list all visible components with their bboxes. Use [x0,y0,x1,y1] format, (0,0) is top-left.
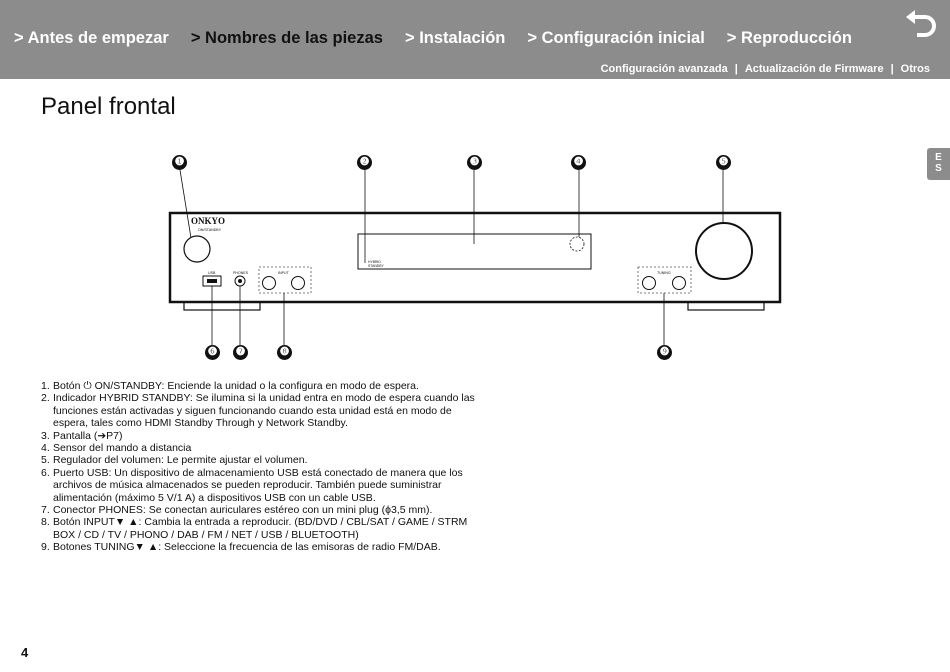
nav-nombres-de-las-piezas[interactable]: > Nombres de las piezas [190,29,383,47]
legend-item: 2. Indicador HYBRID STANDBY: Se ilumina si la unidad entra en modo de espera cuando las funciones están activadas y siguen funcionando cuando esta unidad está en modo de espera, tales como HDMI Standby Through y Network Standby. [41,392,475,430]
nav-reproduccion[interactable]: > Reproducción [726,29,852,47]
sub-nav [601,63,930,75]
input-label: INPUT [278,271,289,275]
language-tab[interactable] [927,148,950,180]
nav-instalacion[interactable]: > Instalación [404,29,506,47]
callout-5: ❺ [716,155,731,170]
subnav-separator: | [890,63,894,75]
page-title: Panel frontal [41,93,176,120]
back-arrow-icon[interactable] [903,8,939,40]
language-tab-line2: S [935,163,942,174]
callout-7: ❼ [233,345,248,360]
tuning-label: TUNING [657,271,671,275]
legend-item: 9. Botones TUNING▼ ▲: Seleccione la frecuencia de las emisoras de radio FM/DAB. [41,541,441,554]
on-standby-label: ON/STANDBY [198,228,222,232]
callout-8: ❽ [277,345,292,360]
front-panel-diagram [160,150,800,370]
front-panel-illustration [160,150,800,365]
subnav-configuracion-avanzada[interactable]: Configuración avanzada [600,63,728,75]
nav-antes-de-empezar[interactable]: > Antes de empezar [14,29,169,47]
legend-item: 5. Regulador del volumen: Le permite ajustar el volumen. [41,454,308,467]
legend-item: 7. Conector PHONES: Se conectan auriculares estéreo con un mini plug (ϕ3,5 mm). [41,504,433,517]
legend-item: 4. Sensor del mando a distancia [41,442,192,455]
page-number: 4 [21,645,29,660]
header-bar [0,0,950,79]
standby-label: STANDBY [368,264,384,268]
callout-3: ❸ [467,155,482,170]
callout-1: ❶ [172,155,187,170]
main-nav [14,29,852,48]
usb-label: USB [208,271,216,275]
callout-2: ❷ [357,155,372,170]
parts-legend [41,380,478,554]
legend-item: 3. Pantalla (➔P7) [41,429,123,442]
brand-logo: ONKYO [191,216,226,226]
subnav-actualizacion-firmware[interactable]: Actualización de Firmware [744,63,884,75]
callout-4: ❹ [571,155,586,170]
subnav-otros[interactable]: Otros [900,63,930,75]
hybrid-label: HYBRID [368,260,381,264]
nav-configuracion-inicial[interactable]: > Configuración inicial [527,29,705,47]
language-tab-line1: E [935,152,942,163]
callout-9: ❾ [657,345,672,360]
callout-6: ❻ [205,345,220,360]
subnav-separator: | [734,63,738,75]
legend-item: 1. Botón ⏻ ON/STANDBY: Enciende la unidad o la configura en modo de espera. [41,380,419,392]
legend-item: 6. Puerto USB: Un dispositivo de almacenamiento USB está conectado de manera que los archivos de música almacenados se pueden reproducir. También puede suministrar alimentación (máximo 5 V/1 A) a dispositivos USB con un cable USB. [41,466,463,504]
phones-label: PHONES [233,271,249,275]
legend-item: 8. Botón INPUT▼ ▲: Cambia la entrada a reproducir. (BD/DVD / CBL/SAT / GAME / STRM BOX / CD / TV / PHONO / DAB / FM / NET / USB / BLUETOOTH) [41,516,468,541]
